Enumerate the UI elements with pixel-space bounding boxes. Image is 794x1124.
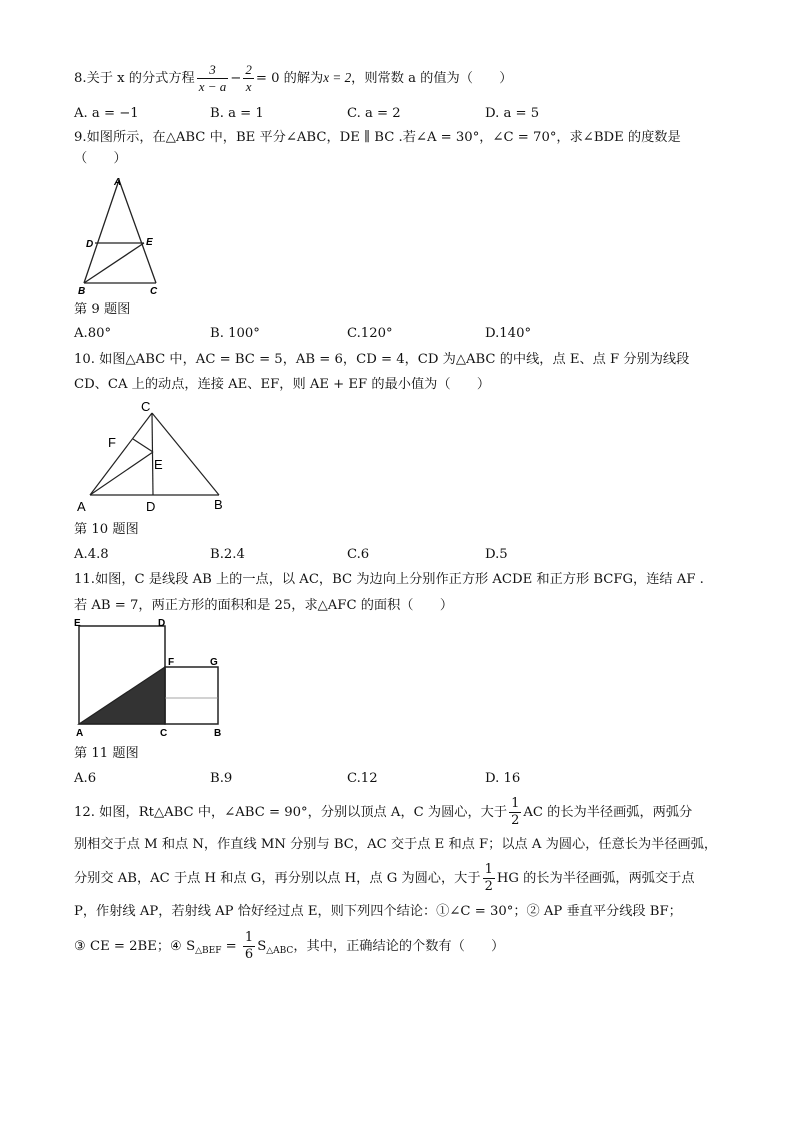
q8-option-a[interactable]: A. a = −1 — [74, 106, 139, 121]
q11-stem-line1: 11.如图，C 是线段 AB 上的一点，以 AC，BC 为边向上分别作正方形 ACDE 和正方形 BCFG，连结 AF . — [74, 572, 704, 587]
q10-label-a: A — [77, 499, 86, 514]
q10-stem-line2: CD、CA 上的动点，连接 AE、EF，则 AE + EF 的最小值为（ ） — [74, 377, 491, 392]
q9-option-d[interactable]: D.140° — [485, 326, 532, 341]
q10-option-b[interactable]: B.2.4 — [210, 547, 245, 562]
q12-stem-line2: 别相交于点 M 和点 N，作直线 MN 分别与 BC，AC 交于点 E 和点 F；以点 A 为圆心，任意长为半径画弧， — [74, 837, 718, 852]
q11-option-c[interactable]: C.12 — [347, 771, 378, 786]
q10-caption: 第 10 题图 — [74, 522, 139, 537]
q11-option-a[interactable]: A.6 — [74, 771, 97, 786]
q10-stem-line1: 10. 如图△ABC 中，AC = BC = 5，AB = 6，CD = 4，CD 为△ABC 的中线，点 E、点 F 分别为线段 — [74, 352, 690, 367]
q12-stem-line1: 12. 如图，Rt△ABC 中，∠ABC = 90°，分别以顶点 A，C 为圆心，大于 $\frac{1}{2}$ AC 的长为半径画弧，两弧分 — [74, 796, 693, 828]
q11-figure — [72, 617, 232, 739]
q9-label-c: C — [150, 286, 158, 296]
q11-caption: 第 11 题图 — [74, 746, 139, 761]
q9-label-e: E — [146, 237, 153, 248]
q9-label-a: A — [114, 177, 122, 188]
q12-fraction-half-1: $\frac{1}{2}$ — [511, 796, 520, 828]
q10-option-d[interactable]: D.5 — [485, 547, 508, 562]
q11-label-d: D — [158, 618, 166, 629]
q10-option-c[interactable]: C.6 — [347, 547, 370, 562]
q11-option-b[interactable]: B.9 — [210, 771, 233, 786]
q12-stem-line5: ③ CE = 2BE；④ $S_{\triangle BEF}$ = $\frac{1}{6}$ $S_{\triangle ABC}$，其中，正确结论的个数有（ ） — [74, 930, 505, 962]
q10-label-f: F — [108, 435, 116, 450]
q11-label-a: A — [76, 728, 84, 739]
q10-label-e: E — [154, 457, 163, 472]
q10-label-c: C — [141, 399, 151, 414]
q8-option-b[interactable]: B. a = 1 — [210, 106, 264, 121]
q9-caption: 第 9 题图 — [74, 302, 131, 317]
q11-label-c: C — [160, 728, 168, 739]
q11-label-e: E — [74, 618, 81, 629]
q11-label-b: B — [214, 728, 222, 739]
q12-stem-line4: P，作射线 AP，若射线 AP 恰好经过点 E，则下列四个结论：①∠C = 30°；② AP 垂直平分线段 BF； — [74, 904, 682, 919]
q9-option-b[interactable]: B. 100° — [210, 326, 260, 341]
q8-stem: 8.关于 x 的分式方程 $\frac{3}{x - a}$ − $\frac{2}{x}$ = 0 的解为x = 2，则常数 a 的值为（ ） — [74, 62, 513, 94]
q8-option-d[interactable]: D. a = 5 — [485, 106, 540, 121]
q8-fraction-1: $\frac{3}{x - a}$ — [198, 62, 227, 94]
q12-fraction-half-2: $\frac{1}{2}$ — [484, 862, 493, 894]
q10-label-b: B — [214, 497, 223, 512]
q11-label-f: F — [168, 657, 175, 668]
q10-figure — [74, 397, 234, 519]
q10-option-a[interactable]: A.4.8 — [74, 547, 109, 562]
q9-stem-line1: 9.如图所示，在△ABC 中，BE 平分∠ABC，DE ∥ BC .若∠A = 30°，∠C = 70°，求∠BDE 的度数是 — [74, 130, 681, 145]
q12-stem-line3: 分别交 AB，AC 于点 H 和点 G，再分别以点 H，点 G 为圆心，大于 $\frac{1}{2}$ HG 的长为半径画弧，两弧交于点 — [74, 862, 695, 894]
q11-option-d[interactable]: D. 16 — [485, 771, 521, 786]
q9-figure — [74, 172, 174, 296]
q8-option-c[interactable]: C. a = 2 — [347, 106, 401, 121]
q9-option-c[interactable]: C.120° — [347, 326, 393, 341]
q10-label-d: D — [146, 499, 156, 514]
q12-fraction-sixth: $\frac{1}{6}$ — [244, 930, 254, 962]
q11-stem-line2: 若 AB = 7，两正方形的面积和是 25，求△AFC 的面积（ ） — [74, 598, 454, 613]
q9-label-d: D — [86, 239, 94, 250]
q8-fraction-2: $\frac{2}{x}$ — [245, 62, 252, 94]
q11-label-g: G — [210, 657, 218, 668]
q9-label-b: B — [78, 286, 86, 296]
q9-stem-line2: （ ） — [74, 151, 127, 166]
q9-option-a[interactable]: A.80° — [74, 326, 112, 341]
